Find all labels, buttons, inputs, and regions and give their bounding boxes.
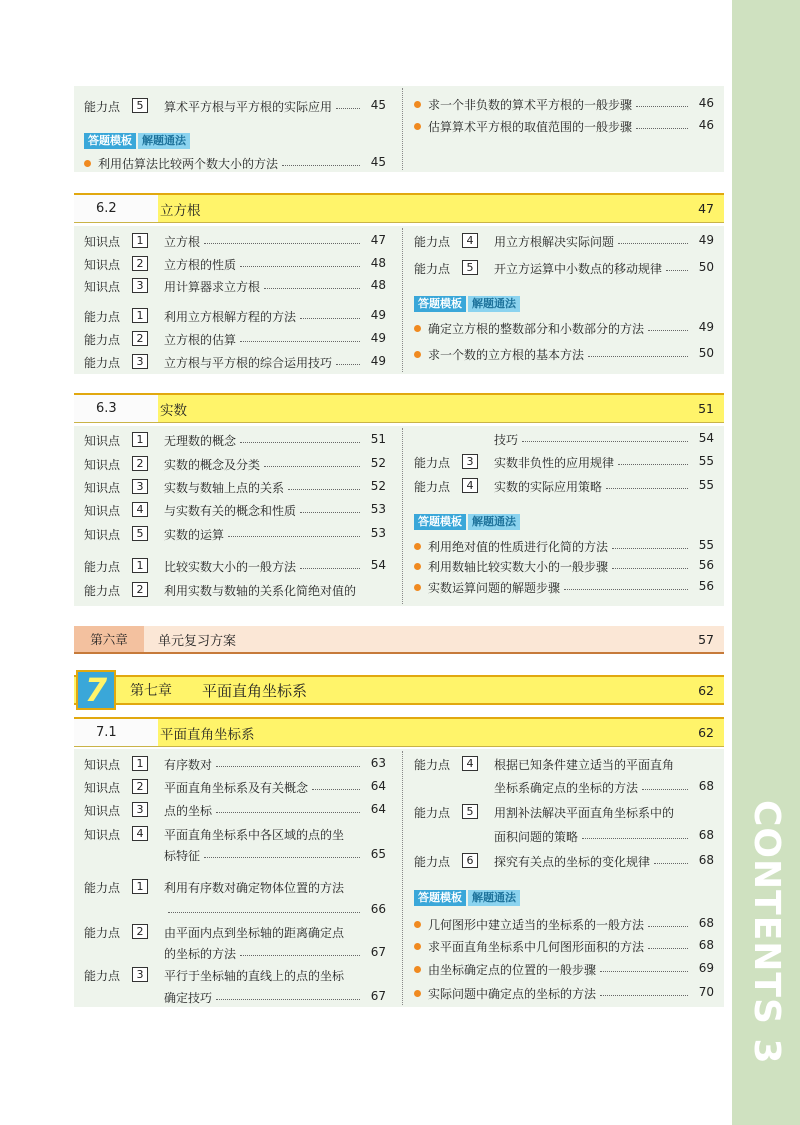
column-divider bbox=[402, 751, 403, 1005]
entry-number-box: 4 bbox=[132, 826, 148, 841]
section-page: 51 bbox=[698, 401, 714, 416]
section-title: 立方根 bbox=[160, 202, 201, 219]
entry-title: 用计算器求立方根 bbox=[164, 280, 261, 294]
entry-page: 52 bbox=[370, 456, 386, 470]
dot-leader bbox=[666, 270, 688, 271]
tip-page: 49 bbox=[698, 320, 714, 334]
dot-leader bbox=[522, 441, 688, 442]
entry-title: 平行于坐标轴的直线上的点的坐标 bbox=[164, 969, 345, 983]
bullet-icon bbox=[414, 325, 421, 332]
dot-leader bbox=[312, 789, 360, 790]
tip-title: 求平面直角坐标系中几何图形面积的方法 bbox=[428, 940, 645, 954]
entry-title: 利用立方根解方程的方法 bbox=[164, 310, 297, 324]
template-badge bbox=[414, 514, 520, 530]
entry-number-box: 4 bbox=[462, 756, 478, 771]
tip-entry[interactable] bbox=[404, 959, 724, 979]
toc-entry[interactable] bbox=[404, 802, 724, 822]
entry-number-box: 2 bbox=[132, 256, 148, 271]
column-divider bbox=[402, 228, 403, 372]
entry-title: 开立方运算中小数点的移动规律 bbox=[494, 262, 663, 276]
section-number: 6.3 bbox=[74, 395, 158, 422]
chapter-header-7[interactable] bbox=[74, 675, 724, 705]
tip-entry[interactable] bbox=[404, 936, 724, 956]
toc-entry[interactable] bbox=[404, 777, 724, 797]
entry-number-box: 2 bbox=[132, 779, 148, 794]
tip-page: 56 bbox=[698, 558, 714, 572]
tip-entry[interactable] bbox=[404, 536, 724, 556]
entry-type-label: 知识点 bbox=[84, 279, 121, 294]
entry-page: 66 bbox=[370, 902, 386, 916]
tip-title: 利用数轴比较实数大小的一般步骤 bbox=[428, 560, 609, 574]
tip-entry[interactable] bbox=[404, 344, 724, 364]
column-divider bbox=[402, 88, 403, 170]
bullet-icon bbox=[414, 563, 421, 570]
dot-leader bbox=[168, 912, 360, 913]
dot-leader bbox=[606, 488, 688, 489]
bullet-icon bbox=[414, 990, 421, 997]
bullet-icon bbox=[414, 351, 421, 358]
entry-type-label: 知识点 bbox=[84, 257, 121, 272]
toc-entry[interactable] bbox=[74, 580, 396, 600]
tip-title: 利用绝对值的性质进行化简的方法 bbox=[428, 540, 609, 554]
dot-leader bbox=[228, 536, 360, 537]
toc-entry[interactable] bbox=[74, 96, 396, 116]
entry-page: 68 bbox=[698, 828, 714, 842]
entry-type-label: 能力点 bbox=[414, 455, 451, 470]
entry-type-label: 知识点 bbox=[84, 757, 121, 772]
section-title: 实数 bbox=[160, 402, 187, 419]
entry-title: 实数的概念及分类 bbox=[164, 458, 261, 472]
toc-entry[interactable] bbox=[404, 429, 724, 449]
dot-leader bbox=[654, 863, 688, 864]
entry-type-label: 能力点 bbox=[84, 309, 121, 324]
toc-entry[interactable] bbox=[74, 254, 396, 274]
dot-leader bbox=[642, 789, 688, 790]
toc-entry[interactable] bbox=[74, 454, 396, 474]
entry-page: 53 bbox=[370, 526, 386, 540]
dot-leader bbox=[600, 995, 688, 996]
entry-page: 49 bbox=[370, 331, 386, 345]
entry-page: 49 bbox=[370, 308, 386, 322]
toc-entry[interactable] bbox=[74, 276, 396, 296]
entry-number-box: 5 bbox=[132, 526, 148, 541]
toc-entry[interactable] bbox=[74, 800, 396, 820]
entry-title: 的坐标的方法 bbox=[164, 947, 237, 961]
toc-entry[interactable] bbox=[404, 826, 724, 846]
dot-leader bbox=[588, 356, 688, 357]
tip-title: 利用估算法比较两个数大小的方法 bbox=[98, 157, 279, 171]
entry-title: 立方根 bbox=[164, 235, 201, 249]
section-number: 7.1 bbox=[74, 719, 158, 746]
entry-title: 算术平方根与平方根的实际应用 bbox=[164, 100, 333, 114]
bullet-icon bbox=[414, 921, 421, 928]
tip-title: 实际问题中确定点的坐标的方法 bbox=[428, 987, 597, 1001]
dot-leader bbox=[618, 464, 688, 465]
dot-leader bbox=[648, 948, 688, 949]
contents-label: CONTENTS 3 bbox=[746, 800, 787, 1065]
dot-leader bbox=[240, 442, 360, 443]
tip-title: 求一个非负数的算术平方根的一般步骤 bbox=[428, 98, 633, 112]
entry-type-label: 能力点 bbox=[414, 261, 451, 276]
entry-number-box: 1 bbox=[132, 879, 148, 894]
entry-number-box: 6 bbox=[462, 853, 478, 868]
entry-title: 立方根的估算 bbox=[164, 333, 237, 347]
dot-leader bbox=[336, 108, 360, 109]
entry-number-box: 1 bbox=[132, 756, 148, 771]
entry-number-box: 1 bbox=[132, 308, 148, 323]
tip-entry[interactable] bbox=[404, 116, 724, 136]
toc-entry[interactable] bbox=[74, 231, 396, 251]
chapter-page: 62 bbox=[698, 682, 714, 698]
tip-title: 确定立方根的整数部分和小数部分的方法 bbox=[428, 322, 645, 336]
entry-type-label: 知识点 bbox=[84, 827, 121, 842]
bullet-icon bbox=[414, 123, 421, 130]
entry-page: 55 bbox=[698, 478, 714, 492]
entry-page: 67 bbox=[370, 989, 386, 1003]
toc-entry[interactable] bbox=[74, 877, 396, 897]
entry-type-label: 能力点 bbox=[84, 583, 121, 598]
toc-entry[interactable] bbox=[404, 851, 724, 871]
entry-type-label: 能力点 bbox=[84, 559, 121, 574]
tip-page: 56 bbox=[698, 579, 714, 593]
toc-entry[interactable] bbox=[74, 824, 396, 844]
entry-number-box: 5 bbox=[462, 260, 478, 275]
dot-leader bbox=[240, 341, 360, 342]
chapter-7-icon: 7 bbox=[76, 670, 116, 710]
dot-leader bbox=[636, 106, 688, 107]
dot-leader bbox=[204, 857, 360, 858]
entry-page: 45 bbox=[370, 98, 386, 112]
dot-leader bbox=[300, 318, 360, 319]
entry-type-label: 能力点 bbox=[84, 925, 121, 940]
entry-title: 比较实数大小的一般方法 bbox=[164, 560, 297, 574]
dot-leader bbox=[216, 766, 360, 767]
entry-title: 与实数有关的概念和性质 bbox=[164, 504, 297, 518]
tip-title: 几何图形中建立适当的坐标系的一般方法 bbox=[428, 918, 645, 932]
entry-type-label: 能力点 bbox=[84, 99, 121, 114]
entry-type-label: 能力点 bbox=[84, 880, 121, 895]
toc-entry[interactable] bbox=[74, 987, 396, 1007]
entry-title: 立方根的性质 bbox=[164, 258, 237, 272]
dot-leader bbox=[336, 364, 360, 365]
entry-page: 64 bbox=[370, 802, 386, 816]
dot-leader bbox=[288, 489, 360, 490]
dot-leader bbox=[282, 165, 360, 166]
dot-leader bbox=[612, 548, 688, 549]
badge-answer-template: 答题模板 bbox=[414, 296, 466, 312]
tip-entry[interactable] bbox=[404, 556, 724, 576]
entry-title: 根据已知条件建立适当的平面直角 bbox=[494, 758, 675, 772]
tip-entry[interactable] bbox=[404, 577, 724, 597]
chapter-label: 第六章 bbox=[74, 626, 144, 652]
entry-page: 49 bbox=[370, 354, 386, 368]
entry-type-label: 能力点 bbox=[414, 854, 451, 869]
tip-page: 46 bbox=[698, 118, 714, 132]
dot-leader bbox=[600, 971, 688, 972]
entry-page: 47 bbox=[370, 233, 386, 247]
toc-entry[interactable] bbox=[74, 965, 396, 985]
dot-leader bbox=[612, 568, 688, 569]
template-badge bbox=[84, 133, 190, 149]
chapter-review-title: 单元复习方案 bbox=[158, 633, 237, 649]
section-title: 平面直角坐标系 bbox=[160, 726, 255, 743]
dot-leader bbox=[564, 589, 688, 590]
tip-entry[interactable] bbox=[404, 318, 724, 338]
bullet-icon bbox=[414, 584, 421, 591]
dot-leader bbox=[264, 466, 360, 467]
entry-type-label: 能力点 bbox=[414, 479, 451, 494]
entry-title: 平面直角坐标系及有关概念 bbox=[164, 781, 309, 795]
tip-page: 55 bbox=[698, 538, 714, 552]
entry-page: 67 bbox=[370, 945, 386, 959]
badge-method: 解题通法 bbox=[468, 514, 520, 530]
entry-type-label: 知识点 bbox=[84, 457, 121, 472]
entry-title: 实数的运算 bbox=[164, 528, 225, 542]
entry-title: 标特征 bbox=[164, 849, 201, 863]
entry-title: 平面直角坐标系中各区域的点的坐 bbox=[164, 828, 345, 842]
entry-title: 坐标系确定点的坐标的方法 bbox=[494, 781, 639, 795]
entry-type-label: 知识点 bbox=[84, 433, 121, 448]
dot-leader bbox=[204, 243, 360, 244]
entry-number-box: 2 bbox=[132, 582, 148, 597]
toc-entry[interactable] bbox=[74, 306, 396, 326]
chapter-title: 平面直角坐标系 bbox=[202, 681, 308, 700]
entry-number-box: 3 bbox=[132, 278, 148, 293]
tip-page: 68 bbox=[698, 916, 714, 930]
dot-leader bbox=[648, 330, 688, 331]
tip-page: 70 bbox=[698, 985, 714, 999]
template-badge bbox=[414, 890, 520, 906]
dot-leader bbox=[216, 812, 360, 813]
tip-title: 估算算术平方根的取值范围的一般步骤 bbox=[428, 120, 633, 134]
tip-page: 68 bbox=[698, 938, 714, 952]
entry-number-box: 3 bbox=[132, 479, 148, 494]
bullet-icon bbox=[414, 943, 421, 950]
chapter-label: 第七章 bbox=[130, 683, 172, 699]
section-header-7-1[interactable] bbox=[74, 717, 724, 747]
entry-number-box: 5 bbox=[462, 804, 478, 819]
entry-type-label: 知识点 bbox=[84, 503, 121, 518]
toc-entry[interactable] bbox=[74, 352, 396, 372]
entry-page: 54 bbox=[698, 431, 714, 445]
entry-number-box: 3 bbox=[132, 354, 148, 369]
entry-page: 55 bbox=[698, 454, 714, 468]
entry-number-box: 4 bbox=[132, 502, 148, 517]
bullet-icon bbox=[414, 101, 421, 108]
entry-title: 立方根与平方根的综合运用技巧 bbox=[164, 356, 333, 370]
badge-method: 解题通法 bbox=[468, 296, 520, 312]
tip-title: 求一个数的立方根的基本方法 bbox=[428, 348, 585, 362]
toc-entry[interactable] bbox=[404, 754, 724, 774]
entry-title: 确定技巧 bbox=[164, 991, 213, 1005]
dot-leader bbox=[240, 266, 360, 267]
entry-type-label: 知识点 bbox=[84, 527, 121, 542]
entry-page: 50 bbox=[698, 260, 714, 274]
badge-method: 解题通法 bbox=[468, 890, 520, 906]
toc-entry[interactable] bbox=[74, 943, 396, 963]
entry-type-label: 能力点 bbox=[84, 332, 121, 347]
entry-type-label: 知识点 bbox=[84, 803, 121, 818]
entry-type-label: 能力点 bbox=[414, 757, 451, 772]
chapter-review-row[interactable] bbox=[74, 626, 724, 654]
entry-title: 实数与数轴上点的关系 bbox=[164, 481, 285, 495]
section-header-6-3[interactable] bbox=[74, 393, 724, 423]
entry-number-box: 1 bbox=[132, 432, 148, 447]
tip-entry[interactable] bbox=[404, 94, 724, 114]
entry-page: 48 bbox=[370, 278, 386, 292]
entry-title: 实数的实际应用策略 bbox=[494, 480, 603, 494]
toc-entry[interactable] bbox=[74, 477, 396, 497]
dot-leader bbox=[618, 243, 688, 244]
tip-title: 实数运算问题的解题步骤 bbox=[428, 581, 561, 595]
entry-number-box: 1 bbox=[132, 233, 148, 248]
entry-title: 探究有关点的坐标的变化规律 bbox=[494, 855, 651, 869]
toc-entry[interactable] bbox=[74, 922, 396, 942]
entry-page: 68 bbox=[698, 853, 714, 867]
entry-page: 49 bbox=[698, 233, 714, 247]
entry-number-box: 2 bbox=[132, 456, 148, 471]
entry-number-box: 3 bbox=[132, 967, 148, 982]
entry-title: 利用实数与数轴的关系化简绝对值的 bbox=[164, 584, 357, 598]
dot-leader bbox=[582, 838, 688, 839]
entry-type-label: 知识点 bbox=[84, 480, 121, 495]
toc-entry[interactable] bbox=[74, 777, 396, 797]
entry-type-label: 知识点 bbox=[84, 780, 121, 795]
entry-title: 实数非负性的应用规律 bbox=[494, 456, 615, 470]
entry-page: 51 bbox=[370, 432, 386, 446]
toc-entry[interactable] bbox=[74, 329, 396, 349]
toc-entry[interactable] bbox=[404, 231, 724, 251]
entry-page: 54 bbox=[370, 558, 386, 572]
entry-page: 64 bbox=[370, 779, 386, 793]
toc-entry[interactable] bbox=[74, 430, 396, 450]
entry-number-box: 5 bbox=[132, 98, 148, 113]
entry-page: 48 bbox=[370, 256, 386, 270]
dot-leader bbox=[636, 128, 688, 129]
entry-number-box: 3 bbox=[462, 454, 478, 469]
toc-entry[interactable] bbox=[404, 258, 724, 278]
entry-title: 点的坐标 bbox=[164, 804, 213, 818]
entry-number-box: 4 bbox=[462, 233, 478, 248]
bullet-icon bbox=[414, 966, 421, 973]
column-divider bbox=[402, 428, 403, 604]
entry-title: 用割补法解决平面直角坐标系中的 bbox=[494, 806, 675, 820]
entry-number-box: 1 bbox=[132, 558, 148, 573]
chapter-review-page: 57 bbox=[698, 631, 714, 647]
tip-entry[interactable] bbox=[404, 914, 724, 934]
toc-entry[interactable] bbox=[74, 556, 396, 576]
dot-leader bbox=[300, 568, 360, 569]
tip-page: 50 bbox=[698, 346, 714, 360]
entry-number-box: 2 bbox=[132, 924, 148, 939]
entry-title: 用立方根解决实际问题 bbox=[494, 235, 615, 249]
entry-type-label: 能力点 bbox=[84, 968, 121, 983]
entry-page: 65 bbox=[370, 847, 386, 861]
toc-entry[interactable] bbox=[74, 524, 396, 544]
entry-number-box: 3 bbox=[132, 802, 148, 817]
dot-leader bbox=[300, 512, 360, 513]
dot-leader bbox=[216, 999, 360, 1000]
entry-number-box: 4 bbox=[462, 478, 478, 493]
entry-type-label: 能力点 bbox=[84, 355, 121, 370]
entry-title: 无理数的概念 bbox=[164, 434, 237, 448]
entry-page: 52 bbox=[370, 479, 386, 493]
tip-page: 46 bbox=[698, 96, 714, 110]
dot-leader bbox=[240, 955, 360, 956]
tip-title: 由坐标确定点的位置的一般步骤 bbox=[428, 963, 597, 977]
badge-answer-template: 答题模板 bbox=[84, 133, 136, 149]
tip-page: 45 bbox=[370, 155, 386, 169]
tip-entry[interactable] bbox=[74, 153, 396, 173]
toc-entry[interactable] bbox=[404, 452, 724, 472]
entry-type-label: 能力点 bbox=[414, 805, 451, 820]
toc-entry[interactable] bbox=[74, 900, 396, 920]
entry-title: 技巧 bbox=[494, 433, 519, 447]
bullet-icon bbox=[414, 543, 421, 550]
dot-leader bbox=[648, 926, 688, 927]
entry-page: 68 bbox=[698, 779, 714, 793]
toc-entry[interactable] bbox=[74, 754, 396, 774]
section-header-6-2[interactable] bbox=[74, 193, 724, 223]
entry-title: 由平面内点到坐标轴的距离确定点 bbox=[164, 926, 345, 940]
entry-page: 63 bbox=[370, 756, 386, 770]
dot-leader bbox=[264, 288, 360, 289]
toc-entry[interactable] bbox=[74, 500, 396, 520]
entry-title: 有序数对 bbox=[164, 758, 213, 772]
entry-page: 53 bbox=[370, 502, 386, 516]
entry-type-label: 知识点 bbox=[84, 234, 121, 249]
section-page: 47 bbox=[698, 201, 714, 216]
toc-entry[interactable] bbox=[74, 845, 396, 865]
badge-method: 解题通法 bbox=[138, 133, 190, 149]
entry-type-label: 能力点 bbox=[414, 234, 451, 249]
badge-answer-template: 答题模板 bbox=[414, 890, 466, 906]
toc-entry[interactable] bbox=[404, 476, 724, 496]
section-page: 62 bbox=[698, 725, 714, 740]
tip-page: 69 bbox=[698, 961, 714, 975]
entry-title: 利用有序数对确定物体位置的方法 bbox=[164, 881, 345, 895]
entry-title: 面积问题的策略 bbox=[494, 830, 579, 844]
tip-entry[interactable] bbox=[404, 983, 724, 1003]
entry-number-box: 2 bbox=[132, 331, 148, 346]
template-badge bbox=[414, 296, 520, 312]
badge-answer-template: 答题模板 bbox=[414, 514, 466, 530]
section-number: 6.2 bbox=[74, 195, 158, 222]
bullet-icon bbox=[84, 160, 91, 167]
